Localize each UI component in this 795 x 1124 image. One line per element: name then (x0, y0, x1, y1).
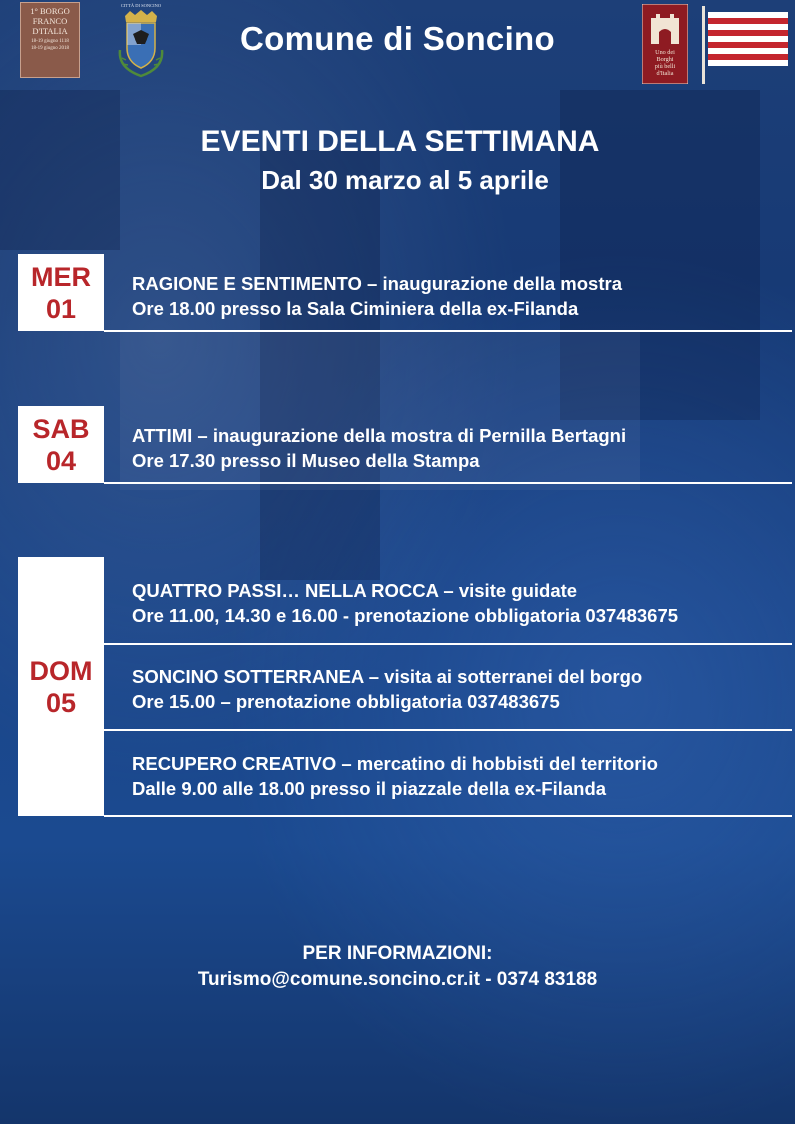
borghi-line4: d'Italia (656, 70, 674, 77)
city-flag-icon (700, 6, 788, 84)
crest-caption: CITTÀ DI SONCINO (120, 3, 162, 8)
day-date: 04 (45, 445, 77, 476)
day-date: 01 (45, 293, 77, 324)
event-details: Ore 15.00 – prenotazione obbligatoria 037483675 (132, 691, 560, 712)
borghi-piu-belli-logo (642, 4, 688, 84)
borgo-franco-line4: 18-19 giugno 1118 (31, 39, 69, 44)
day-name: DOM (29, 655, 93, 686)
event-recupero-creativo (132, 751, 658, 801)
borgo-franco-line5: 18-19 giugno 2018 (30, 46, 70, 51)
event-attimi (132, 423, 626, 473)
event-title: RECUPERO CREATIVO – mercatino di hobbisti del territorio (132, 753, 658, 774)
event-title: ATTIMI – inaugurazione della mostra di Pernilla Bertagni (132, 425, 627, 446)
info-contact: Turismo@comune.soncino.cr.it - 0374 83188 (197, 969, 598, 990)
borgo-franco-line1: 1° BORGO (30, 6, 70, 16)
event-title: RAGIONE E SENTIMENTO – inaugurazione della mostra (132, 273, 622, 294)
city-title: Comune di Soncino (240, 20, 555, 57)
borghi-line2: Borghi (656, 56, 674, 63)
day-box-dom (18, 557, 104, 816)
info-heading: PER INFORMAZIONI: (302, 943, 493, 964)
day-name: MER (31, 261, 91, 292)
event-ragione-e-sentimento (132, 271, 622, 321)
event-title: QUATTRO PASSI… NELLA ROCCA – visite guidate (132, 580, 578, 601)
event-soncino-sotterranea (132, 664, 642, 714)
borgo-franco-line3: D'ITALIA (32, 26, 68, 36)
event-divider (104, 330, 792, 332)
event-details: Ore 17.30 presso il Museo della Stampa (132, 450, 480, 471)
day-date: 05 (45, 687, 77, 718)
borghi-line3: più belli (654, 63, 676, 70)
event-divider (104, 815, 792, 817)
event-quattro-passi (132, 578, 678, 628)
borgo-franco-line2: FRANCO (32, 16, 68, 26)
event-divider (104, 482, 792, 484)
events-title: EVENTI DELLA SETTIMANA (200, 125, 600, 158)
events-subtitle: Dal 30 marzo al 5 aprile (261, 165, 549, 195)
day-name: SAB (32, 413, 90, 444)
event-details: Ore 18.00 presso la Sala Ciminiera della ex-Filanda (132, 298, 579, 319)
borghi-line1: Uno dei (655, 49, 675, 56)
event-divider (104, 729, 792, 731)
event-divider (104, 643, 792, 645)
day-box-sab (18, 406, 104, 483)
info-section (0, 941, 795, 993)
event-details: Dalle 9.00 alle 18.00 presso il piazzale della ex-Filanda (132, 778, 607, 799)
event-title: SONCINO SOTTERRANEA – visita ai sotterranei del borgo (132, 666, 643, 687)
event-details: Ore 11.00, 14.30 e 16.00 - prenotazione obbligatoria 037483675 (132, 605, 679, 626)
day-box-mer (18, 254, 104, 331)
